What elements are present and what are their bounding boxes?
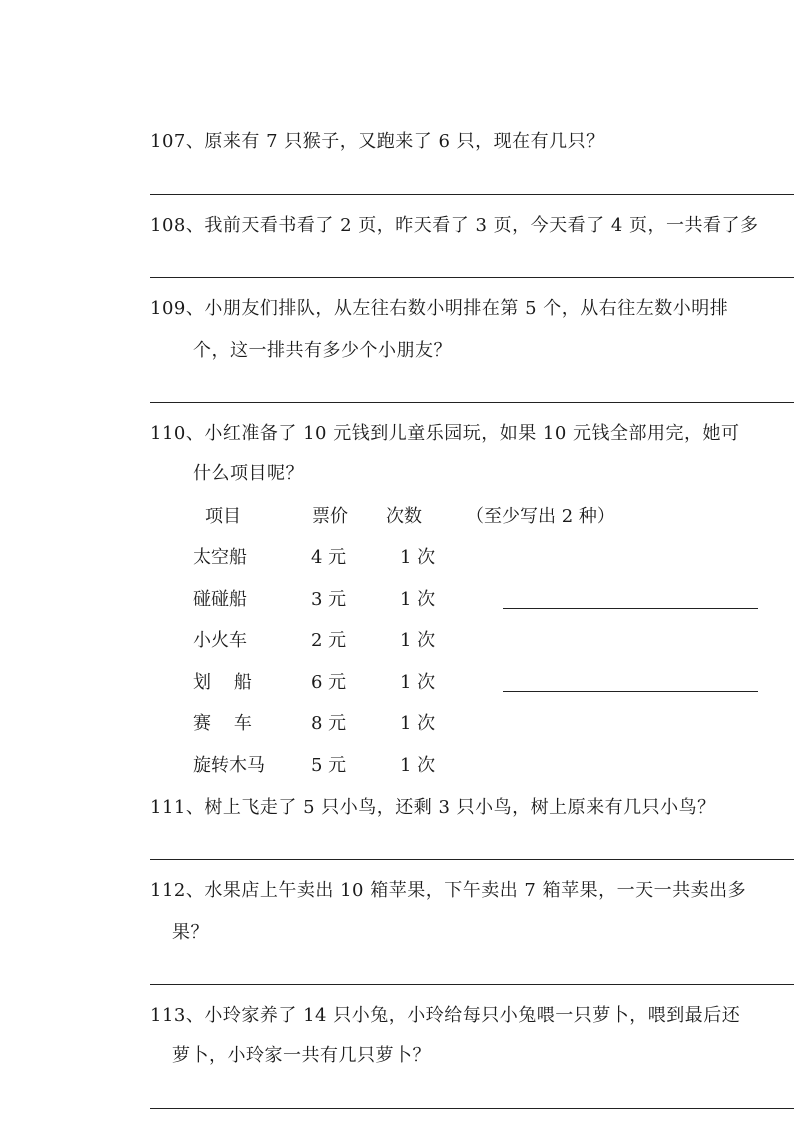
answer-blank-1 bbox=[503, 608, 758, 609]
table-row-item: 小火车 bbox=[193, 630, 247, 651]
question-113-line-1: 113、小玲家养了 14 只小兔，小玲给每只小兔喂一只萝卜，喂到最后还 bbox=[150, 1005, 741, 1026]
table-row-count: 1 次 bbox=[400, 755, 436, 776]
question-109-line-2: 个，这一排共有多少个小朋友？ bbox=[193, 340, 452, 361]
table-row-item: 划 船 bbox=[193, 672, 252, 693]
table-row-count: 1 次 bbox=[400, 589, 436, 610]
table-row-item: 碰碰船 bbox=[193, 589, 247, 610]
table-row-count: 1 次 bbox=[400, 630, 436, 651]
table-row-count: 1 次 bbox=[400, 672, 436, 693]
table-row-price: 3 元 bbox=[311, 589, 347, 610]
answer-line-113 bbox=[150, 1108, 794, 1109]
question-109-line-1: 109、小朋友们排队，从左往右数小明排在第 5 个，从右往左数小明排 bbox=[150, 298, 729, 319]
table-header-item: 项目 bbox=[205, 506, 241, 527]
answer-blank-2 bbox=[503, 691, 758, 692]
table-header-count: 次数 bbox=[386, 506, 422, 527]
table-row-price: 6 元 bbox=[311, 672, 347, 693]
question-107: 107、原来有 7 只猴子，又跑来了 6 只，现在有几只？ bbox=[150, 131, 605, 152]
table-row-item: 赛 车 bbox=[193, 713, 252, 734]
table-row-price: 2 元 bbox=[311, 630, 347, 651]
question-110-line-1: 110、小红准备了 10 元钱到儿童乐园玩，如果 10 元钱全部用完，她可 bbox=[150, 423, 740, 444]
answer-line-111 bbox=[150, 859, 794, 860]
answer-line-109 bbox=[150, 402, 794, 403]
answer-line-107 bbox=[150, 194, 794, 195]
question-113-line-2: 萝卜，小玲家一共有几只萝卜？ bbox=[172, 1045, 431, 1066]
table-header-price: 票价 bbox=[312, 506, 348, 527]
question-112-line-1: 112、水果店上午卖出 10 箱苹果，下午卖出 7 箱苹果，一天一共卖出多 bbox=[150, 880, 747, 901]
question-108: 108、我前天看书看了 2 页，昨天看了 3 页，今天看了 4 页，一共看了多 bbox=[150, 215, 759, 236]
answer-line-112 bbox=[150, 984, 794, 985]
answer-line-108 bbox=[150, 277, 794, 278]
table-header-note: （至少写出 2 种） bbox=[466, 506, 615, 527]
table-row-price: 8 元 bbox=[311, 713, 347, 734]
table-row-item: 太空船 bbox=[193, 547, 247, 568]
table-row-price: 5 元 bbox=[311, 755, 347, 776]
question-112-line-2: 果？ bbox=[172, 922, 209, 943]
question-110-line-2: 什么项目呢？ bbox=[193, 463, 304, 484]
table-row-price: 4 元 bbox=[311, 547, 347, 568]
question-111: 111、树上飞走了 5 只小鸟，还剩 3 只小鸟，树上原来有几只小鸟？ bbox=[150, 797, 716, 818]
table-row-item: 旋转木马 bbox=[193, 755, 265, 776]
table-row-count: 1 次 bbox=[400, 547, 436, 568]
table-row-count: 1 次 bbox=[400, 713, 436, 734]
